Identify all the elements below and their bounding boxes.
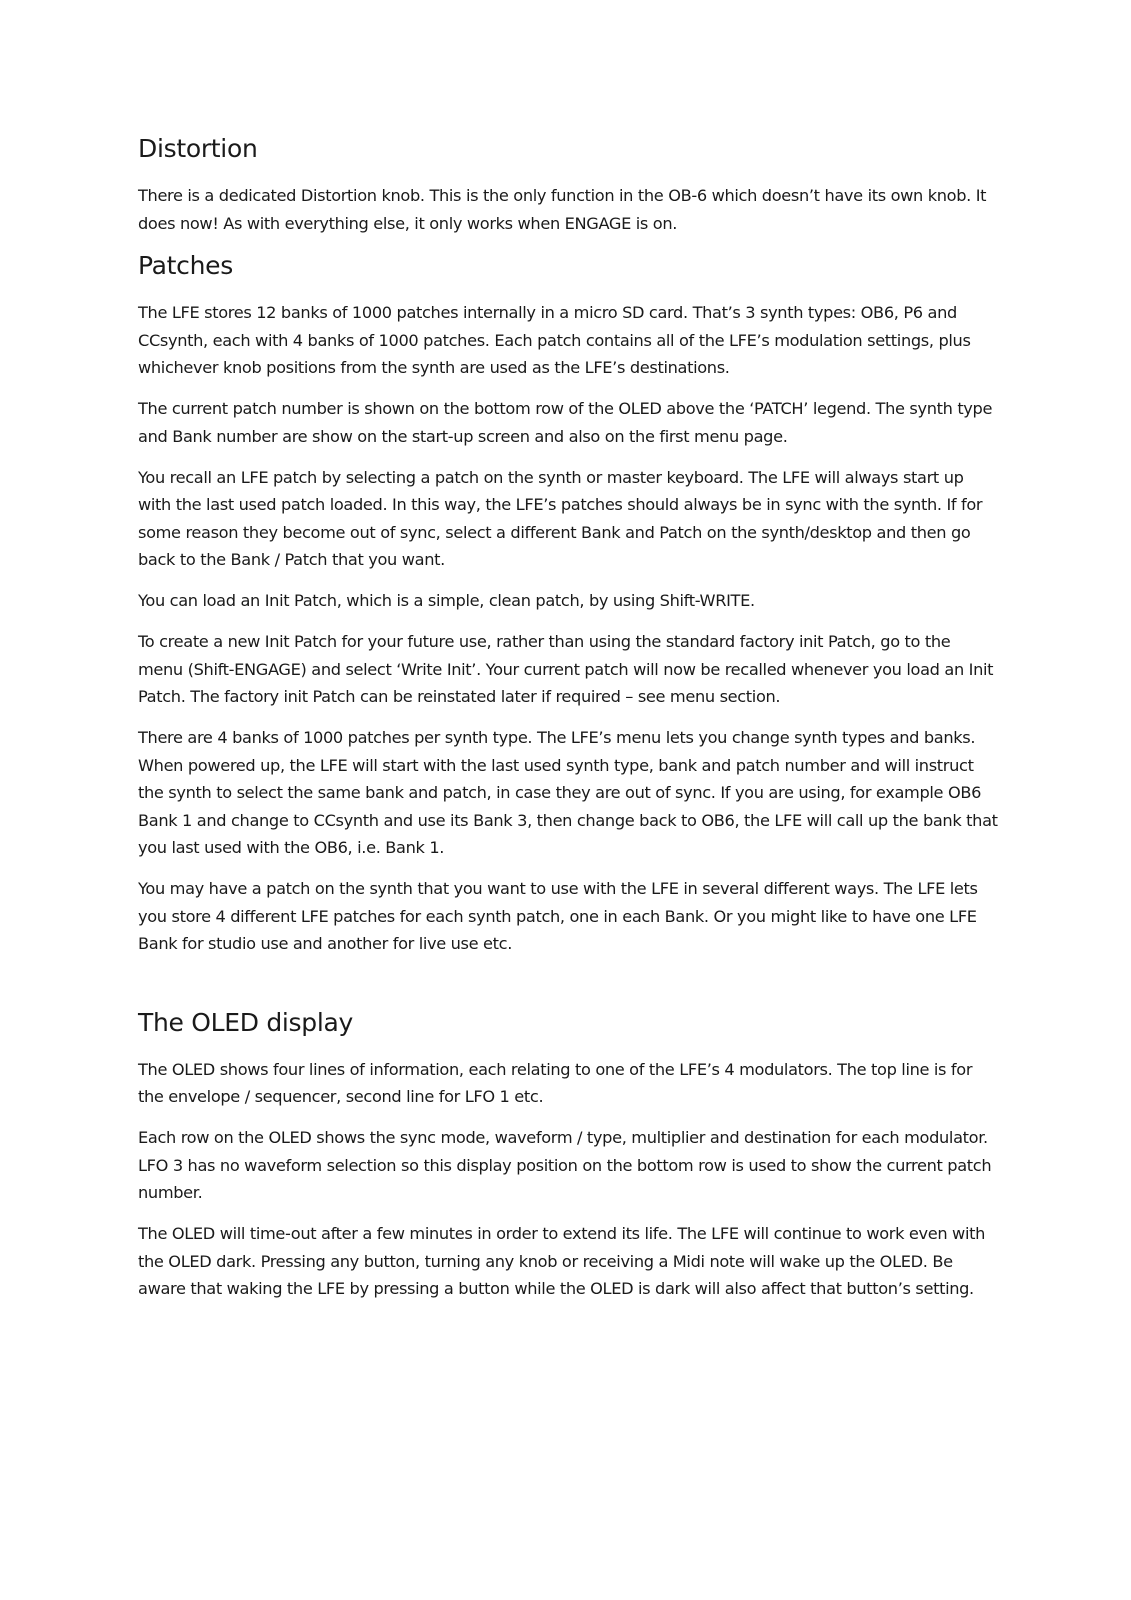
section-patches xyxy=(138,251,998,958)
paragraph: There is a dedicated Distortion knob. This is the only function in the OB-6 which doesn’t have its own knob. It does now! As with everything else, it only works when ENGAGE is on. xyxy=(138,186,987,233)
paragraph: You may have a patch on the synth that you want to use with the LFE in several different ways. The LFE lets you store 4 different LFE patches for each synth patch, one in each Bank. Or you might like to have one LFE Bank for studio use and another for live use etc. xyxy=(138,879,978,953)
paragraph: Each row on the OLED shows the sync mode, waveform / type, multiplier and destination for each modulator. LFO 3 has no waveform selection so this display position on the bottom row is used to show the current patch number. xyxy=(138,1128,992,1202)
paragraph: To create a new Init Patch for your future use, rather than using the standard factory init Patch, go to the menu (Shift-ENGAGE) and select ‘Write Init’. Your current patch will now be recalled whenever you load an Init Patch. The factory init Patch can be reinstated later if required – see menu section. xyxy=(138,632,994,706)
section-distortion xyxy=(138,134,998,237)
paragraph: The OLED will time-out after a few minutes in order to extend its life. The LFE will continue to work even with the OLED dark. Pressing any button, turning any knob or receiving a Midi note will wake up the OLED. Be aware that waking the LFE by pressing a button while the OLED is dark will also affect that button’s setting. xyxy=(138,1224,986,1298)
section-oled-display xyxy=(138,1008,998,1303)
paragraph: There are 4 banks of 1000 patches per synth type. The LFE’s menu lets you change synth types and banks. When powered up, the LFE will start with the last used synth type, bank and patch number and will instruct the synth to select the same bank and patch, in case they are out of sync. If you are using, for example OB6 Bank 1 and change to CCsynth and use its Bank 3, then change back to OB6, the LFE will call up the bank that you last used with the OB6, i.e. Bank 1. xyxy=(138,728,998,857)
document-page xyxy=(138,134,998,1316)
section-title-patches: Patches xyxy=(138,251,233,280)
paragraph: The OLED shows four lines of information, each relating to one of the LFE’s 4 modulators. The top line is for the envelope / sequencer, second line for LFO 1 etc. xyxy=(138,1059,973,1106)
paragraph: You recall an LFE patch by selecting a patch on the synth or master keyboard. The LFE will always start up with the last used patch loaded. In this way, the LFE’s patches should always be in sync with the synth. If for some reason they become out of sync, select a different Bank and Patch on the synth/desktop and then go back to the Bank / Patch that you want. xyxy=(138,467,983,569)
paragraph: The LFE stores 12 banks of 1000 patches internally in a micro SD card. That’s 3 synth types: OB6, P6 and CCsynth, each with 4 banks of 1000 patches. Each patch contains all of the LFE’s modulation settings, plus whichever knob positions from the synth are used as the LFE’s destinations. xyxy=(138,303,971,377)
section-title-distortion: Distortion xyxy=(138,134,258,163)
section-title-oled-display: The OLED display xyxy=(138,1007,354,1037)
paragraph: You can load an Init Patch, which is a simple, clean patch, by using Shift-WRITE. xyxy=(138,591,755,610)
paragraph: The current patch number is shown on the bottom row of the OLED above the ‘PATCH’ legend. The synth type and Bank number are show on the start-up screen and also on the first menu page. xyxy=(138,399,993,446)
